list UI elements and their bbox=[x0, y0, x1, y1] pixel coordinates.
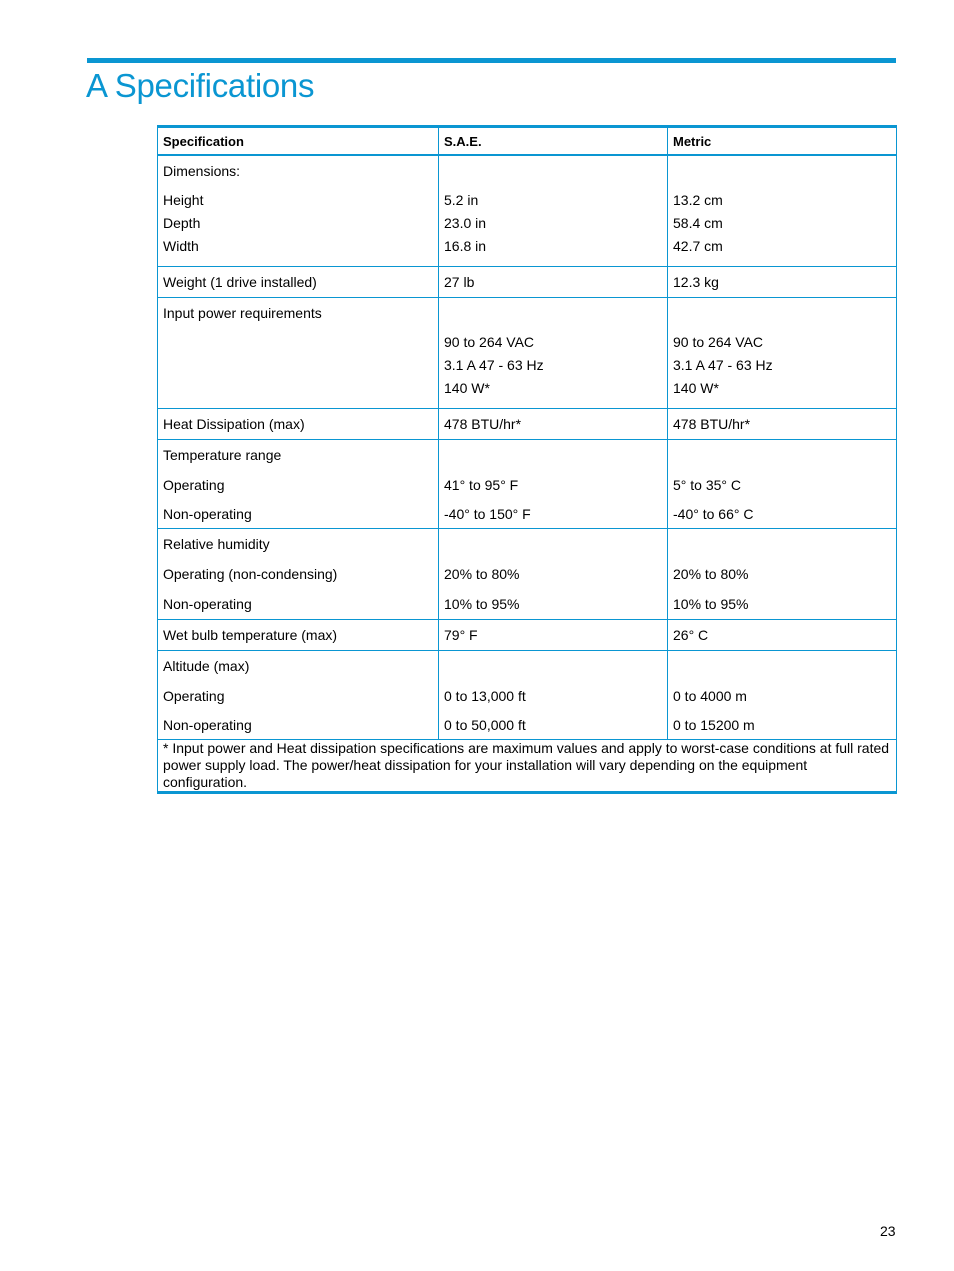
altitude-operating-metric: 0 to 4000 m bbox=[673, 687, 747, 704]
input-power-metric-voltage: 90 to 264 VAC bbox=[673, 333, 764, 350]
weight-metric: 12.3 kg bbox=[668, 266, 897, 297]
humidity-operating-label: Operating (non-condensing) bbox=[163, 565, 338, 582]
altitude-operating-label: Operating bbox=[163, 687, 225, 704]
input-power-label: Input power requirements bbox=[163, 304, 322, 321]
title-rule bbox=[87, 58, 896, 63]
humidity-nonoperating-label: Non-operating bbox=[163, 595, 252, 612]
temperature-operating-metric: 5° to 35° C bbox=[673, 476, 742, 493]
specifications-table bbox=[157, 125, 897, 794]
humidity-operating-sae: 20% to 80% bbox=[444, 565, 520, 582]
humidity-operating-metric: 20% to 80% bbox=[673, 565, 749, 582]
wet-bulb-label: Wet bulb temperature (max) bbox=[158, 619, 439, 650]
dimensions-depth-metric: 58.4 cm bbox=[673, 214, 723, 231]
altitude-operating-sae: 0 to 13,000 ft bbox=[444, 687, 526, 704]
altitude-nonoperating-sae: 0 to 50,000 ft bbox=[444, 716, 526, 733]
table-row-input-power bbox=[158, 297, 897, 408]
table-row-wet-bulb bbox=[158, 619, 897, 650]
wet-bulb-metric: 26° C bbox=[668, 619, 897, 650]
humidity-label: Relative humidity bbox=[163, 535, 270, 552]
dimensions-height-label: Height bbox=[163, 191, 204, 208]
header-metric: Metric bbox=[668, 127, 897, 155]
table-row-weight bbox=[158, 266, 897, 297]
input-power-sae-current: 3.1 A 47 - 63 Hz bbox=[444, 356, 544, 373]
heat-label: Heat Dissipation (max) bbox=[158, 408, 439, 439]
temperature-operating-sae: 41° to 95° F bbox=[444, 476, 519, 493]
dimensions-width-metric: 42.7 cm bbox=[673, 237, 723, 254]
weight-label: Weight (1 drive installed) bbox=[158, 266, 439, 297]
table-row-temperature bbox=[158, 439, 897, 528]
header-sae: S.A.E. bbox=[439, 127, 668, 155]
header-specification: Specification bbox=[158, 127, 439, 155]
table-row-footnote bbox=[158, 739, 897, 792]
temperature-operating-label: Operating bbox=[163, 476, 225, 493]
wet-bulb-sae: 79° F bbox=[439, 619, 668, 650]
dimensions-depth-label: Depth bbox=[163, 214, 201, 231]
table-row-heat-dissipation bbox=[158, 408, 897, 439]
table-header-row bbox=[158, 127, 897, 155]
humidity-nonoperating-sae: 10% to 95% bbox=[444, 595, 520, 612]
input-power-sae-voltage: 90 to 264 VAC bbox=[444, 333, 535, 350]
weight-sae: 27 lb bbox=[439, 266, 668, 297]
temperature-nonoperating-metric: -40° to 66° C bbox=[673, 505, 754, 522]
temperature-nonoperating-sae: -40° to 150° F bbox=[444, 505, 531, 522]
heat-sae: 478 BTU/hr* bbox=[439, 408, 668, 439]
table-row-humidity bbox=[158, 528, 897, 619]
table-row-dimensions bbox=[158, 155, 897, 267]
altitude-nonoperating-label: Non-operating bbox=[163, 716, 252, 733]
altitude-nonoperating-metric: 0 to 15200 m bbox=[673, 716, 755, 733]
heat-metric: 478 BTU/hr* bbox=[668, 408, 897, 439]
page-title: A Specifications bbox=[86, 67, 315, 104]
input-power-metric-current: 3.1 A 47 - 63 Hz bbox=[673, 356, 773, 373]
dimensions-label: Dimensions: bbox=[163, 162, 241, 179]
altitude-label: Altitude (max) bbox=[163, 657, 250, 674]
dimensions-width-label: Width bbox=[163, 237, 199, 254]
dimensions-height-metric: 13.2 cm bbox=[673, 191, 723, 208]
temperature-nonoperating-label: Non-operating bbox=[163, 505, 252, 522]
table-row-altitude bbox=[158, 650, 897, 739]
input-power-metric-watts: 140 W* bbox=[673, 379, 719, 396]
table-footnote: * Input power and Heat dissipation specifications are maximum values and apply to worst-case conditions at full rated power supply load. The power/heat dissipation for your installation will vary depending on the equipment configuration. bbox=[158, 739, 897, 792]
humidity-nonoperating-metric: 10% to 95% bbox=[673, 595, 749, 612]
dimensions-depth-sae: 23.0 in bbox=[444, 214, 487, 231]
temperature-label: Temperature range bbox=[163, 446, 282, 463]
dimensions-width-sae: 16.8 in bbox=[444, 237, 487, 254]
input-power-sae-watts: 140 W* bbox=[444, 379, 490, 396]
dimensions-height-sae: 5.2 in bbox=[444, 191, 479, 208]
page-number: 23 bbox=[880, 1223, 896, 1239]
